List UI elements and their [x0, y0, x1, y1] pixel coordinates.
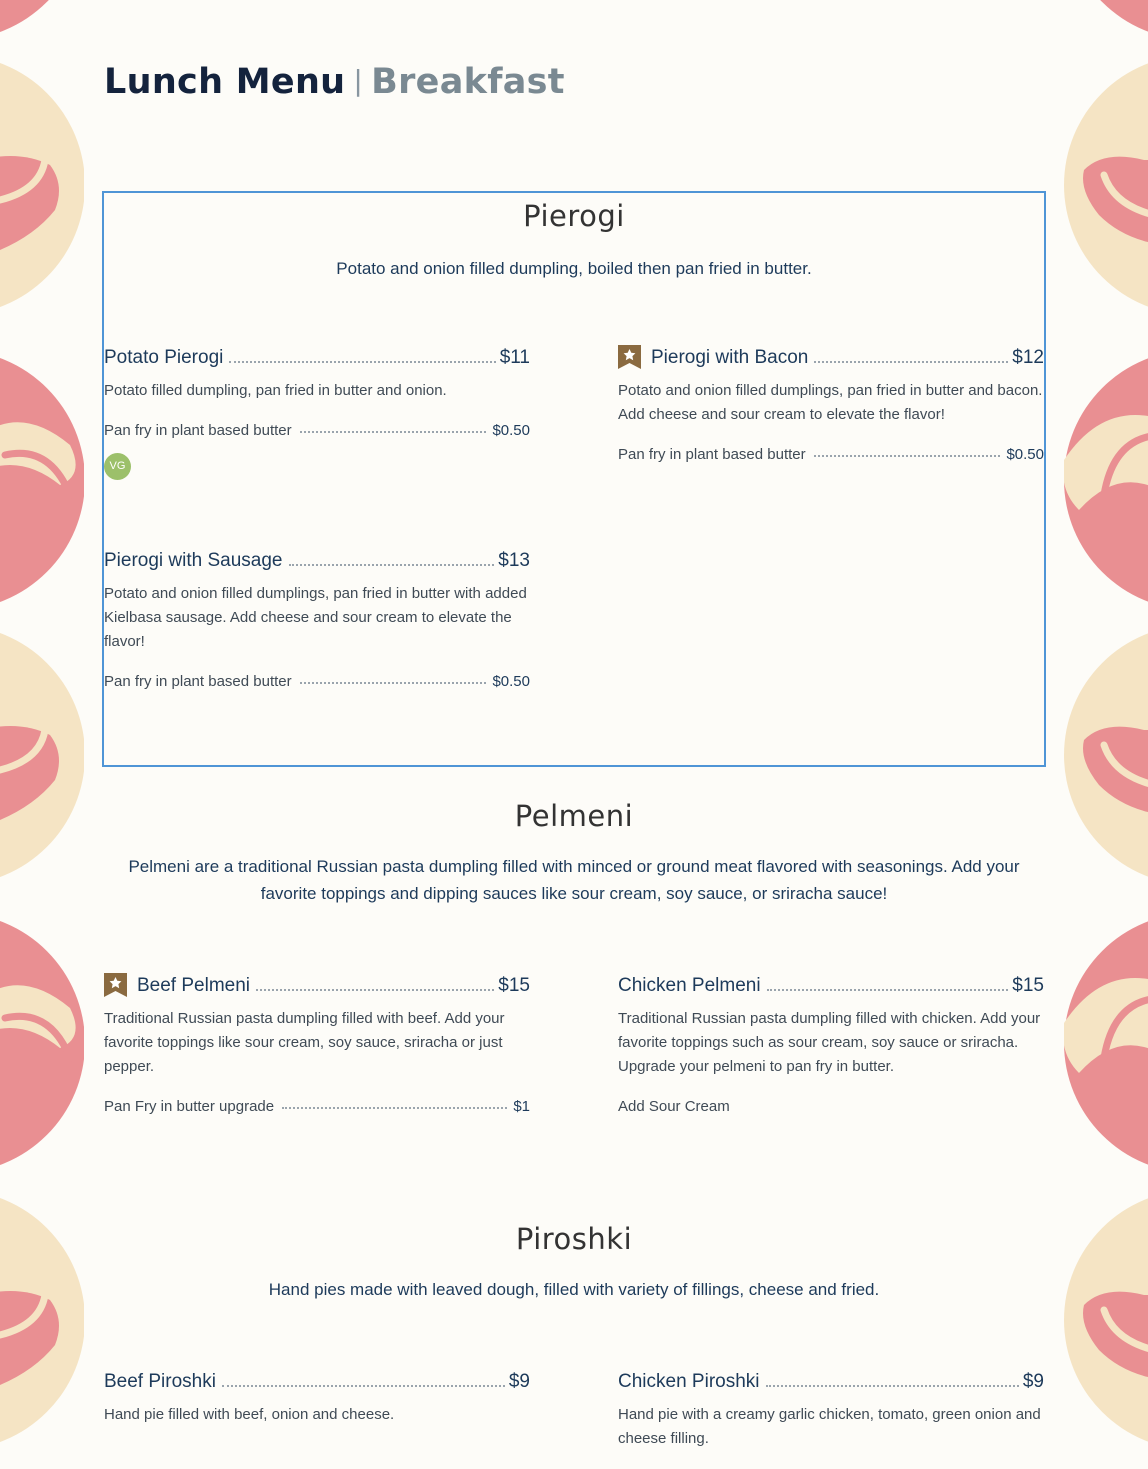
leader-dots	[256, 989, 494, 991]
item-name: Pierogi with Bacon	[651, 347, 809, 368]
leader-dots	[767, 989, 1009, 991]
addon-price: $0.50	[1006, 446, 1044, 463]
item-description: Potato filled dumpling, pan fried in butter and onion.	[104, 382, 447, 399]
section-pelmeni[interactable]	[104, 795, 1044, 1155]
section-description: Potato and onion filled dumpling, boiled then pan fried in butter.	[336, 259, 812, 278]
section-pierogi[interactable]	[104, 193, 1044, 765]
leader-dots	[300, 431, 487, 433]
menu-item-pierogi-with-bacon[interactable]	[618, 343, 1044, 463]
menu-item-potato-pierogi[interactable]	[104, 343, 530, 480]
leader-dots	[814, 455, 1001, 457]
item-description: Traditional Russian pasta dumpling filled with chicken. Add your favorite toppings such as sour cream, soy sauce or sriracha. Upgrade your pelmeni to pan fry in butter.	[618, 1010, 1041, 1075]
addon-row[interactable]	[618, 441, 1044, 463]
menu-page	[84, 0, 1064, 1469]
section-title: Pierogi	[523, 199, 625, 233]
featured-star-icon	[618, 345, 641, 369]
addon-row[interactable]	[104, 668, 530, 690]
addon-label: Pan fry in plant based butter	[618, 446, 806, 463]
item-price: $11	[499, 347, 530, 368]
item-name: Chicken Pelmeni	[618, 975, 761, 996]
section-description: Hand pies made with leaved dough, filled with variety of fillings, cheese and fried.	[268, 1280, 880, 1299]
item-name: Beef Pelmeni	[137, 975, 251, 996]
section-title: Pelmeni	[514, 799, 634, 833]
leader-dots	[222, 1385, 505, 1387]
item-name: Chicken Piroshki	[618, 1371, 760, 1392]
leader-dots	[814, 361, 1008, 363]
leader-dots	[229, 361, 495, 363]
item-price: $9	[508, 1371, 530, 1392]
menu-item-pierogi-with-sausage[interactable]	[104, 546, 530, 690]
menu-item-chicken-piroshki[interactable]	[618, 1367, 1044, 1451]
item-price: $15	[1012, 975, 1044, 996]
addon-price: $0.50	[492, 422, 530, 439]
addon-row[interactable]	[618, 1093, 1044, 1115]
menu-item-beef-pelmeni[interactable]	[104, 971, 530, 1115]
vegan-badge: VG	[104, 453, 131, 480]
addon-row[interactable]	[104, 1093, 530, 1115]
item-description: Traditional Russian pasta dumpling filled with beef. Add your favorite toppings like sour cream, soy sauce, sriracha or just pepper.	[104, 1010, 505, 1075]
menu-item-beef-piroshki[interactable]	[104, 1367, 530, 1427]
dumpling-pattern-left	[0, 0, 84, 1469]
item-name: Pierogi with Sausage	[104, 550, 283, 571]
item-description: Hand pie filled with beef, onion and cheese.	[104, 1406, 395, 1423]
item-price: $12	[1012, 347, 1044, 368]
right-pattern	[1064, 0, 1148, 1469]
item-description: Potato and onion filled dumplings, pan fried in butter and bacon. Add cheese and sour cream to elevate the flavor!	[618, 382, 1043, 423]
featured-star-icon	[104, 973, 127, 997]
section-title: Piroshki	[515, 1222, 633, 1256]
leader-dots	[300, 682, 487, 684]
tab-separator: |	[353, 64, 364, 97]
section-piroshki[interactable]	[104, 1218, 1044, 1469]
addon-price: $1	[513, 1098, 530, 1115]
addon-row[interactable]	[104, 417, 530, 439]
addon-label: Pan Fry in butter upgrade	[104, 1098, 275, 1115]
addon-price: $0.50	[492, 673, 530, 690]
leader-dots	[766, 1385, 1019, 1387]
section-description: Pelmeni are a traditional Russian pasta dumpling filled with minced or ground meat flavored with seasonings. Add your favorite toppings and dipping sauces like sour cream, soy sauce, or sriracha sauce!	[128, 857, 1020, 903]
item-description: Potato and onion filled dumplings, pan fried in butter with added Kielbasa sausage. Add cheese and sour cream to elevate the flavor!	[104, 585, 527, 650]
item-name: Potato Pierogi	[104, 347, 224, 368]
menu-tabs	[104, 62, 565, 102]
item-price: $15	[498, 975, 530, 996]
item-name: Beef Piroshki	[104, 1371, 216, 1392]
item-price: $13	[498, 550, 530, 571]
dumpling-pattern-right	[1064, 0, 1148, 1469]
menu-item-chicken-pelmeni[interactable]	[618, 971, 1044, 1115]
addon-label: Pan fry in plant based butter	[104, 673, 292, 690]
addon-label: Add Sour Cream	[618, 1098, 730, 1115]
left-pattern	[0, 0, 84, 1469]
tab-lunch-menu[interactable]: Lunch Menu	[104, 62, 346, 102]
tab-breakfast[interactable]: Breakfast	[371, 62, 565, 102]
addon-label: Pan fry in plant based butter	[104, 422, 292, 439]
leader-dots	[289, 564, 495, 566]
leader-dots	[282, 1107, 507, 1109]
item-description: Hand pie with a creamy garlic chicken, tomato, green onion and cheese filling.	[618, 1406, 1041, 1447]
item-price: $9	[1022, 1371, 1044, 1392]
